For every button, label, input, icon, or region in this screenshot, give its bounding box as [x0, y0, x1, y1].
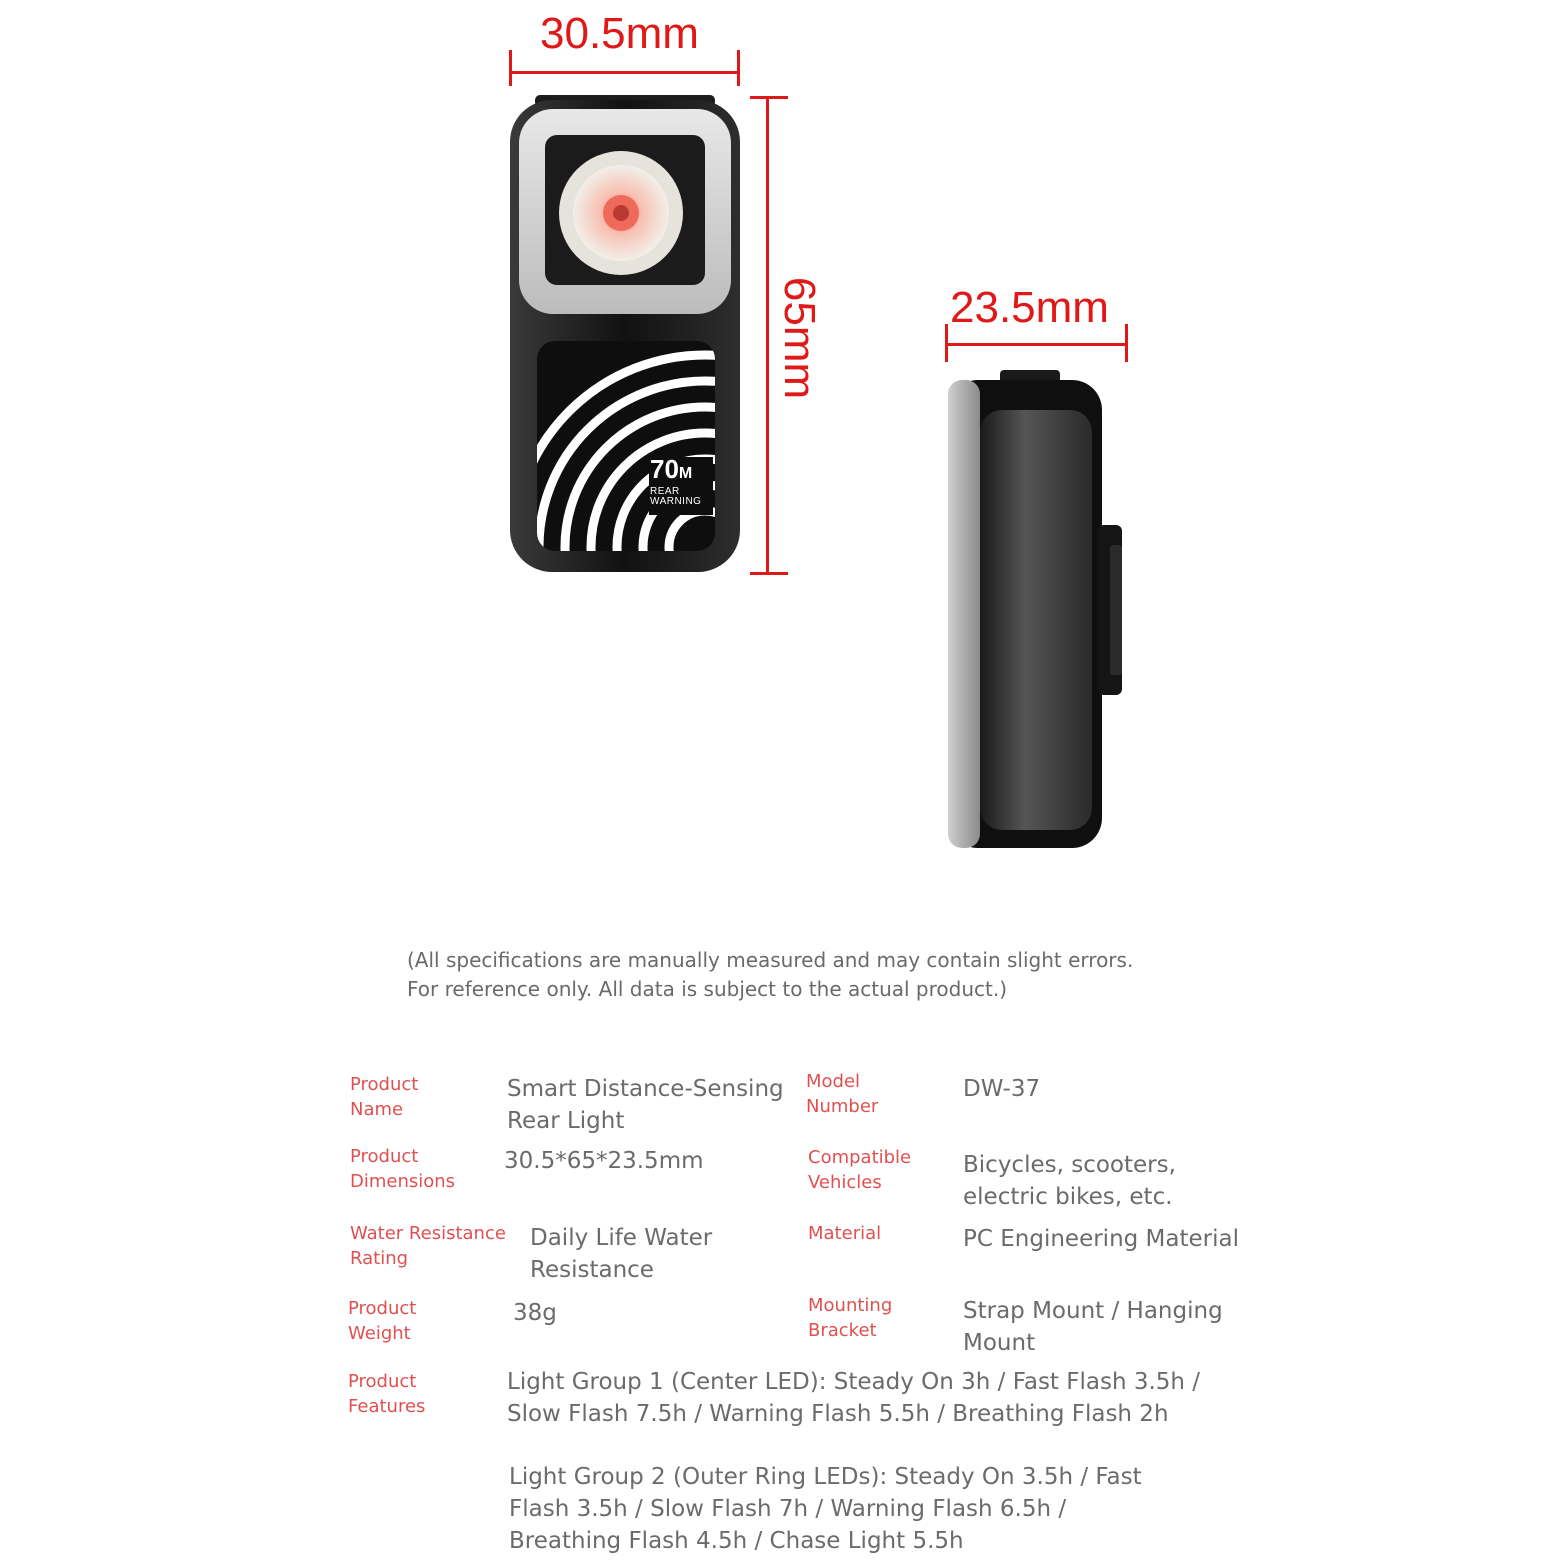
spec-value-product-name: Smart Distance-Sensing Rear Light [507, 1076, 784, 1134]
spec-value-product-dimensions: 30.5*65*23.5mm [504, 1148, 704, 1174]
spec-label-material: Material [808, 1223, 882, 1244]
width-dimension-tick-right [737, 50, 740, 86]
spec-value-material: PC Engineering Material [963, 1226, 1239, 1252]
spec-value-water-resistance: Daily Life Water Resistance [530, 1225, 713, 1283]
spec-label-mounting-bracket: Mounting Bracket [808, 1295, 893, 1341]
side-view-product [940, 370, 1130, 850]
depth-dimension-tick-left [945, 324, 948, 362]
depth-dimension-line [946, 343, 1128, 346]
note-line-2: For reference only. All data is subject to the actual product.) [407, 977, 1008, 1001]
spec-value-light-group-2: Light Group 2 (Outer Ring LEDs): Steady On 3.5h / Fast Flash 3.5h / Slow Flash 7h / Warning Flash 6.5h / Breathing Flash 4.5h / Chase Light 5.5h [509, 1464, 1142, 1554]
badge-unit: M [678, 465, 693, 482]
width-dimension-tick-left [509, 50, 512, 86]
spec-label-model-number: Model Number [806, 1071, 879, 1117]
width-dimension-label: 30.5mm [540, 9, 699, 58]
depth-dimension-label: 23.5mm [950, 283, 1109, 332]
spec-label-product-features: Product Features [348, 1371, 426, 1417]
height-dimension-line [766, 97, 769, 575]
depth-dimension-tick-right [1125, 324, 1128, 362]
badge-line-1: REAR [650, 486, 680, 497]
spec-label-water-resistance: Water Resistance Rating [350, 1223, 506, 1269]
product-badge [650, 456, 701, 507]
height-dimension-label: 65mm [775, 276, 825, 400]
spec-label-product-name: Product Name [350, 1074, 419, 1120]
measurement-note [407, 946, 1133, 1004]
spec-label-product-weight: Product Weight [348, 1298, 417, 1344]
height-dimension-tick-top [750, 96, 788, 99]
spec-value-light-group-1: Light Group 1 (Center LED): Steady On 3h / Fast Flash 3.5h / Slow Flash 7.5h / Warning Flash 5.5h / Breathing Flash 2h [507, 1369, 1201, 1427]
spec-value-compatible-vehicles: Bicycles, scooters, electric bikes, etc. [963, 1152, 1176, 1210]
spec-value-mounting-bracket: Strap Mount / Hanging Mount [963, 1298, 1223, 1356]
spec-value-model-number: DW-37 [963, 1076, 1041, 1102]
width-dimension-line [510, 71, 740, 74]
front-view-product [505, 95, 745, 577]
spec-label-compatible-vehicles: Compatible Vehicles [808, 1147, 912, 1193]
badge-line-2: WARNING [650, 496, 702, 507]
spec-label-product-dimensions: Product Dimensions [350, 1146, 456, 1192]
height-dimension-tick-bottom [750, 572, 788, 575]
note-line-1: (All specifications are manually measured and may contain slight errors. [407, 948, 1134, 972]
badge-distance: 70 [650, 454, 679, 484]
spec-value-product-weight: 38g [513, 1300, 557, 1326]
